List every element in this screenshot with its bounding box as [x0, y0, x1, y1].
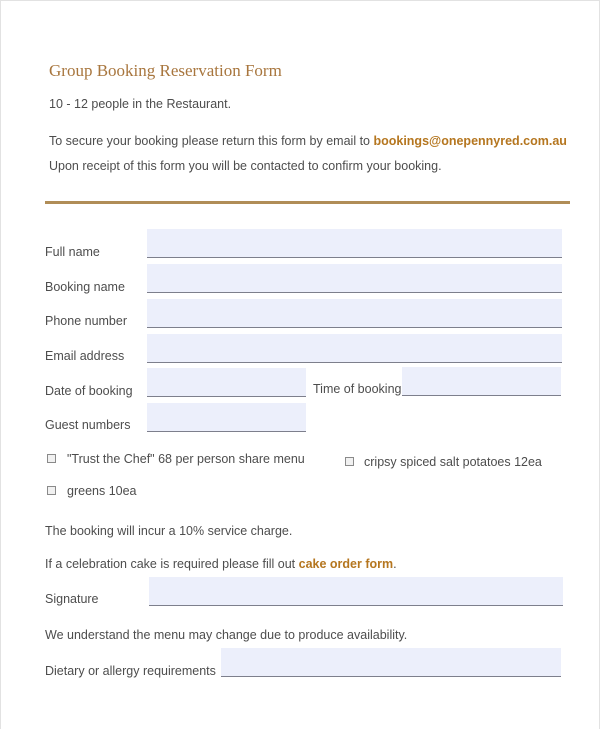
greens-label: greens 10ea: [67, 484, 137, 498]
signature-field[interactable]: [149, 577, 563, 606]
trust-chef-label: [67, 452, 305, 466]
receipt-text: Upon receipt of this form you will be contacted to confirm your booking.: [49, 159, 442, 173]
trust-chef-checkbox[interactable]: [47, 454, 56, 463]
secure-instructions: [49, 134, 567, 148]
email-address-field[interactable]: [147, 334, 562, 363]
dietary-label: Dietary or allergy requirements: [45, 664, 216, 678]
divider: [45, 201, 570, 204]
cake-order-form-link[interactable]: cake order form: [298, 557, 394, 571]
guests-label: Guest numbers: [45, 418, 131, 432]
signature-label: Signature: [45, 592, 99, 606]
email-address-label: Email address: [45, 349, 125, 363]
dietary-field[interactable]: [221, 648, 561, 677]
booking-name-field[interactable]: [147, 264, 562, 293]
phone-field[interactable]: [147, 299, 562, 328]
guests-field[interactable]: [147, 403, 306, 432]
menu-change-note: We understand the menu may change due to produce availability.: [45, 628, 408, 642]
potatoes-checkbox[interactable]: [345, 457, 354, 466]
cake-text: If a celebration cake is required please fill out: [45, 557, 299, 571]
service-charge-note: The booking will incur a 10% service charge.: [45, 524, 293, 538]
form-subtitle: 10 - 12 people in the Restaurant.: [49, 97, 232, 111]
date-label: Date of booking: [45, 384, 133, 398]
greens-checkbox[interactable]: [47, 486, 56, 495]
trust-chef-quoted: "Trust the Chef": [67, 452, 155, 466]
cake-note: [45, 557, 397, 571]
secure-text: To secure your booking please return this form by email to: [49, 134, 374, 148]
booking-email-link[interactable]: bookings@onepennyred.com.au: [373, 134, 567, 148]
phone-label: Phone number: [45, 314, 128, 328]
cake-end: .: [393, 557, 397, 571]
form-title: Group Booking Reservation Form: [49, 61, 282, 80]
full-name-label: Full name: [45, 245, 100, 259]
time-label: Time of booking: [313, 382, 402, 396]
booking-name-label: Booking name: [45, 280, 125, 294]
potatoes-label: cripsy spiced salt potatoes 12ea: [364, 455, 542, 469]
trust-chef-rest: 68 per person share menu: [154, 452, 305, 466]
time-field[interactable]: [402, 367, 561, 396]
date-field[interactable]: [147, 368, 306, 397]
full-name-field[interactable]: [147, 229, 562, 258]
